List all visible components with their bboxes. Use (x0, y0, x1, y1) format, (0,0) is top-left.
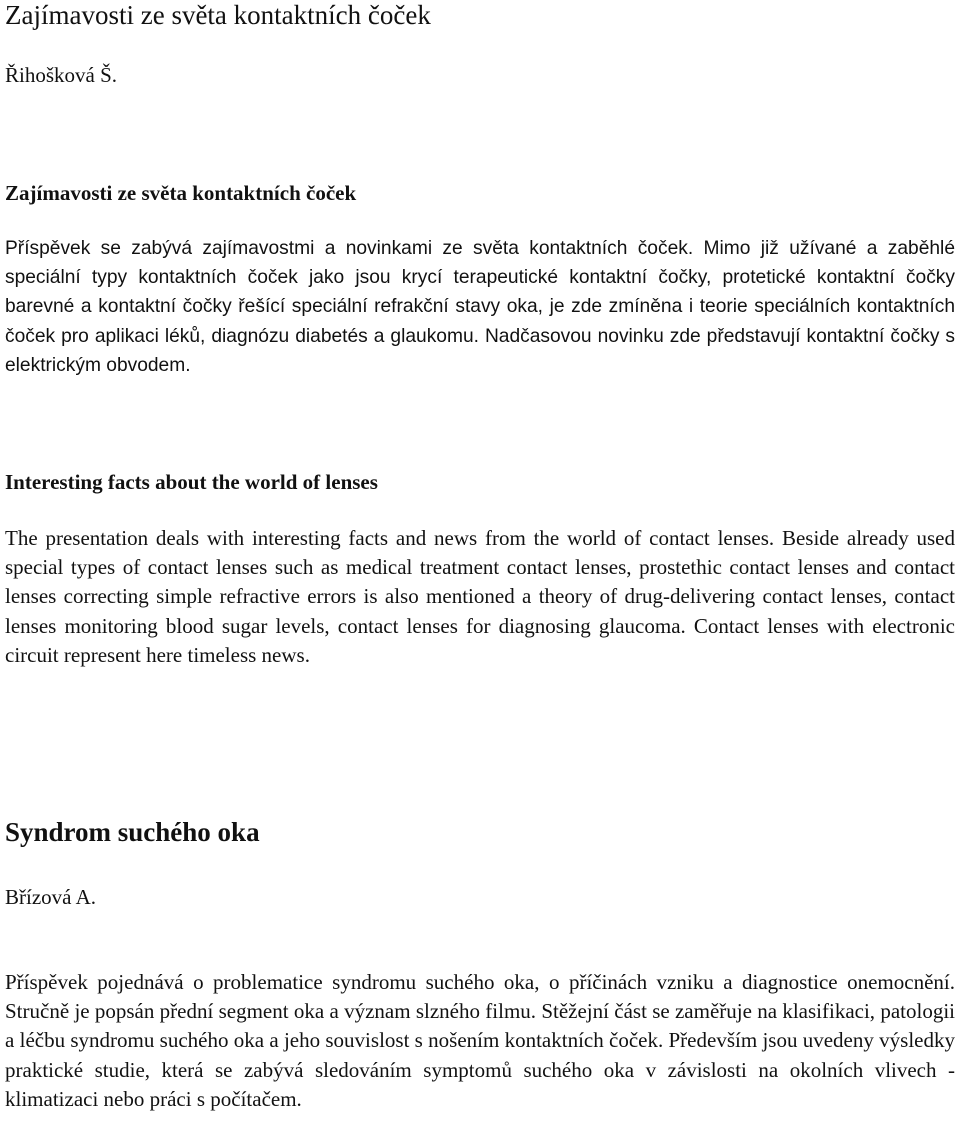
article1-cz-abstract: Příspěvek se zabývá zajímavostmi a novinkami ze světa kontaktních čoček. Mimo již užívané a zaběhlé speciální typy kontaktních čoček jako jsou krycí terapeutické kontaktní čočky, protetické kontaktní čočky barevné a kontaktní čočky řešící speciální refrakční stavy oka, je zde zmíněna i teorie speciálních kontaktních čoček pro aplikaci léků, diagnózu diabetés a glaukomu. Nadčasovou novinku zde představují kontaktní čočky s elektrickým obvodem. (5, 238, 955, 376)
article2-title: Syndrom suchého oka (5, 817, 260, 847)
article1-title: Zajímavosti ze světa kontaktních čoček (5, 0, 431, 30)
article1-cz-heading: Zajímavosti ze světa kontaktních čoček (5, 181, 357, 205)
article1-en-heading: Interesting facts about the world of lenses (5, 470, 378, 494)
article1-en-abstract: The presentation deals with interesting facts and news from the world of contact lenses. Beside already used special types of contact lenses such as medical treatment contact lenses, prostethic contact lenses and contact lenses correcting simple refractive errors is also mentioned a theory of drug-delivering contact lenses, contact lenses monitoring blood sugar levels, contact lenses for diagnosing glaucoma. Contact lenses with electronic circuit represent here timeless news. (5, 526, 955, 667)
article1-author: Řihošková Š. (5, 63, 118, 87)
article2-cz-abstract: Příspěvek pojednává o problematice syndromu suchého oka, o příčinách vzniku a diagnostice onemocnění. Stručně je popsán přední segment oka a význam slzného filmu. Stěžejní část se zaměřuje na klasifikaci, patologii a léčbu syndromu suchého oka a jeho souvislost s nošením kontaktních čoček. Především jsou uvedeny výsledky praktické studie, která se zabývá sledováním symptomů suchého oka v závislosti na okolních vlivech - klimatizaci nebo práci s počítačem. (5, 970, 955, 1111)
article2-author: Břízová A. (5, 885, 96, 909)
